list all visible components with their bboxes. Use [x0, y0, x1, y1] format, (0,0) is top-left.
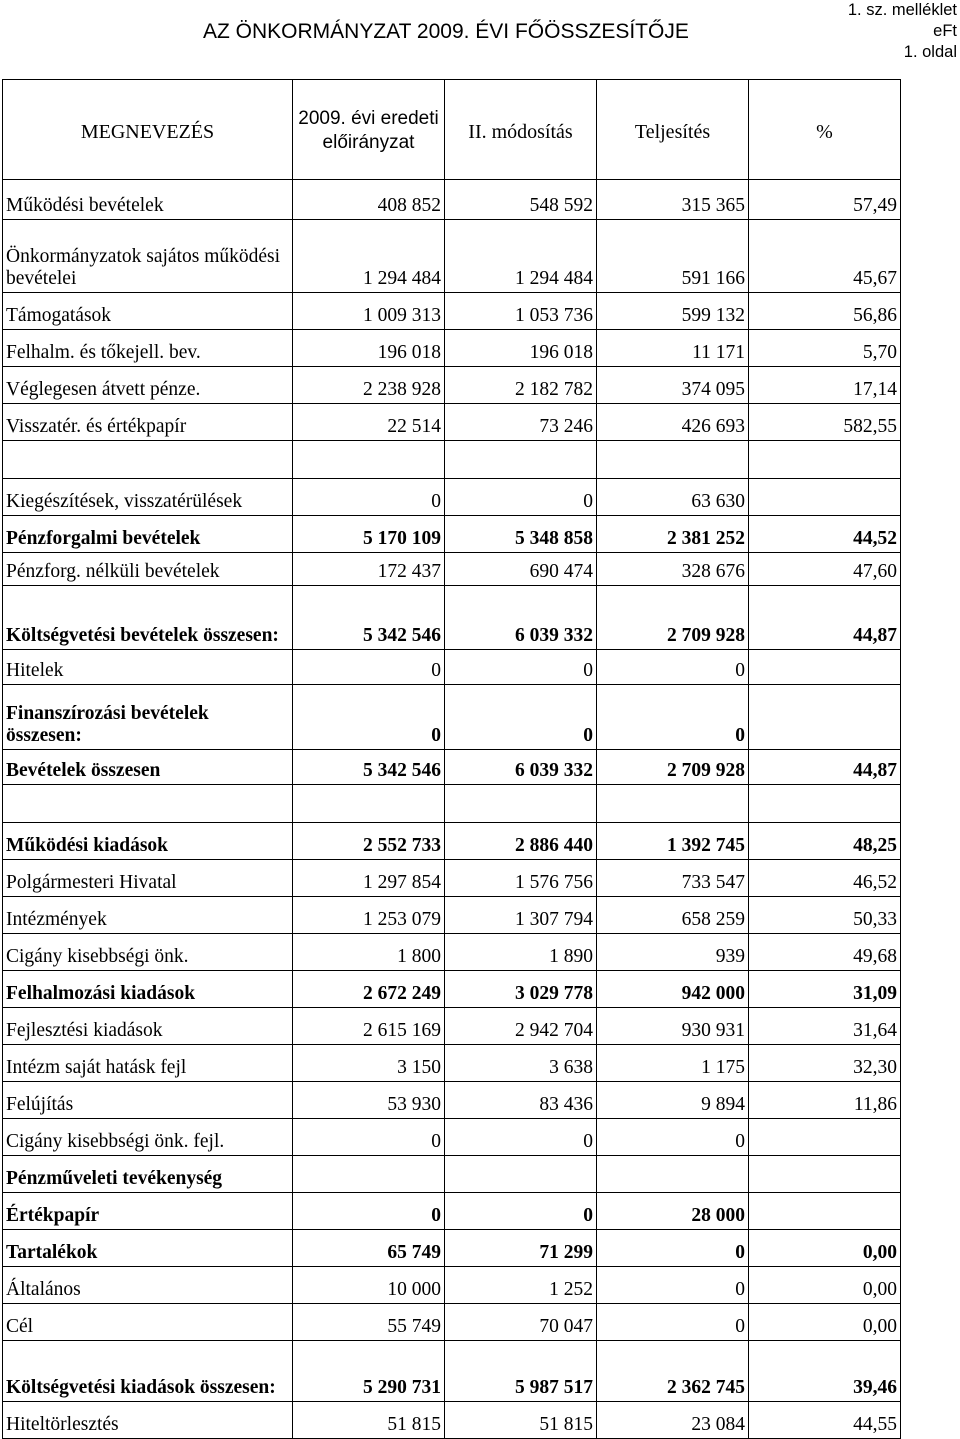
- page-number: 1. oldal: [903, 43, 957, 61]
- cell-percent: [749, 650, 901, 685]
- row-label: Pénzforg. nélküli bevételek: [3, 553, 293, 586]
- row-label: Bevételek összesen: [3, 750, 293, 785]
- cell-percent: [749, 441, 901, 479]
- table-body: [3, 180, 901, 1439]
- cell-percent: [749, 1119, 901, 1156]
- table-row: [3, 860, 901, 897]
- table-row: [3, 367, 901, 404]
- cell-original: 53 930: [293, 1082, 445, 1119]
- cell-original: 2 672 249: [293, 971, 445, 1008]
- cell-original: 5 342 546: [293, 750, 445, 785]
- cell-fulfilled: 0: [597, 650, 749, 685]
- row-label: Költségvetési kiadások összesen:: [3, 1341, 293, 1402]
- cell-modification: 2 942 704: [445, 1008, 597, 1045]
- cell-fulfilled: 0: [597, 685, 749, 750]
- cell-modification: 0: [445, 1193, 597, 1230]
- cell-original: 172 437: [293, 553, 445, 586]
- row-label: Cél: [3, 1304, 293, 1341]
- column-header-original: 2009. évi eredeti előirányzat: [293, 80, 445, 180]
- cell-percent: 44,87: [749, 586, 901, 650]
- table-row: [3, 1341, 901, 1402]
- cell-modification: 0: [445, 1119, 597, 1156]
- cell-modification: 1 252: [445, 1267, 597, 1304]
- cell-modification: 0: [445, 685, 597, 750]
- row-label: Intézm saját hatásk fejl: [3, 1045, 293, 1082]
- table-row: [3, 934, 901, 971]
- cell-fulfilled: [597, 785, 749, 823]
- cell-original: 22 514: [293, 404, 445, 441]
- cell-modification: 196 018: [445, 330, 597, 367]
- cell-fulfilled: 2 709 928: [597, 750, 749, 785]
- table-header-row: [3, 80, 901, 180]
- cell-original: 5 170 109: [293, 516, 445, 553]
- unit-label: eFt: [933, 22, 957, 40]
- cell-percent: [749, 1193, 901, 1230]
- cell-percent: [749, 479, 901, 516]
- column-header-percent: %: [749, 80, 901, 180]
- table-row: [3, 516, 901, 553]
- cell-fulfilled: 426 693: [597, 404, 749, 441]
- cell-fulfilled: 23 084: [597, 1402, 749, 1439]
- cell-fulfilled: 2 362 745: [597, 1341, 749, 1402]
- column-header-modification: II. módosítás: [445, 80, 597, 180]
- cell-fulfilled: 315 365: [597, 180, 749, 220]
- cell-fulfilled: 0: [597, 1230, 749, 1267]
- row-label: Finanszírozási bevételek összesen:: [3, 685, 293, 750]
- cell-original: [293, 441, 445, 479]
- cell-fulfilled: [597, 441, 749, 479]
- cell-modification: 2 886 440: [445, 823, 597, 860]
- cell-percent: [749, 1156, 901, 1193]
- cell-modification: 0: [445, 650, 597, 685]
- cell-modification: [445, 1156, 597, 1193]
- cell-modification: 548 592: [445, 180, 597, 220]
- cell-modification: 51 815: [445, 1402, 597, 1439]
- cell-original: 2 615 169: [293, 1008, 445, 1045]
- cell-modification: 3 029 778: [445, 971, 597, 1008]
- page-corner-info: [848, 0, 957, 63]
- table-row: [3, 1045, 901, 1082]
- cell-fulfilled: 374 095: [597, 367, 749, 404]
- row-label: Önkormányzatok sajátos működési bevételei: [3, 220, 293, 293]
- cell-percent: 46,52: [749, 860, 901, 897]
- cell-percent: 582,55: [749, 404, 901, 441]
- table-row: [3, 293, 901, 330]
- row-label: Cigány kisebbségi önk. fejl.: [3, 1119, 293, 1156]
- cell-fulfilled: 930 931: [597, 1008, 749, 1045]
- cell-percent: 17,14: [749, 367, 901, 404]
- cell-percent: 11,86: [749, 1082, 901, 1119]
- cell-percent: 44,52: [749, 516, 901, 553]
- cell-original: 2 238 928: [293, 367, 445, 404]
- row-label: Polgármesteri Hivatal: [3, 860, 293, 897]
- table-row: [3, 1156, 901, 1193]
- row-label: Felhalmozási kiadások: [3, 971, 293, 1008]
- cell-modification: 5 348 858: [445, 516, 597, 553]
- cell-percent: 0,00: [749, 1230, 901, 1267]
- cell-percent: 57,49: [749, 180, 901, 220]
- cell-modification: 690 474: [445, 553, 597, 586]
- row-label: Intézmények: [3, 897, 293, 934]
- column-header-name: MEGNEVEZÉS: [3, 80, 293, 180]
- cell-modification: 6 039 332: [445, 586, 597, 650]
- table-row: [3, 1193, 901, 1230]
- row-label: Értékpapír: [3, 1193, 293, 1230]
- row-label: Hiteltörlesztés: [3, 1402, 293, 1439]
- cell-fulfilled: 599 132: [597, 293, 749, 330]
- cell-fulfilled: 2 381 252: [597, 516, 749, 553]
- cell-modification: 0: [445, 479, 597, 516]
- row-label: Kiegészítések, visszatérülések: [3, 479, 293, 516]
- cell-original: 408 852: [293, 180, 445, 220]
- row-label: Működési kiadások: [3, 823, 293, 860]
- cell-original: 51 815: [293, 1402, 445, 1439]
- table-row: [3, 750, 901, 785]
- cell-percent: 49,68: [749, 934, 901, 971]
- row-label: Működési bevételek: [3, 180, 293, 220]
- row-label: Hitelek: [3, 650, 293, 685]
- cell-original: 0: [293, 1193, 445, 1230]
- row-label: Felújítás: [3, 1082, 293, 1119]
- cell-fulfilled: 0: [597, 1119, 749, 1156]
- row-label: Visszatér. és értékpapír: [3, 404, 293, 441]
- column-header-fulfilled: Teljesítés: [597, 80, 749, 180]
- cell-fulfilled: 9 894: [597, 1082, 749, 1119]
- cell-original: 1 294 484: [293, 220, 445, 293]
- table-row: [3, 785, 901, 823]
- cell-percent: 32,30: [749, 1045, 901, 1082]
- cell-original: 2 552 733: [293, 823, 445, 860]
- row-label: Cigány kisebbségi önk.: [3, 934, 293, 971]
- cell-modification: 83 436: [445, 1082, 597, 1119]
- cell-percent: 48,25: [749, 823, 901, 860]
- cell-fulfilled: 1 392 745: [597, 823, 749, 860]
- cell-modification: 2 182 782: [445, 367, 597, 404]
- cell-fulfilled: 328 676: [597, 553, 749, 586]
- table-row: [3, 1082, 901, 1119]
- cell-percent: 44,55: [749, 1402, 901, 1439]
- row-label: Pénzforgalmi bevételek: [3, 516, 293, 553]
- cell-modification: 1 053 736: [445, 293, 597, 330]
- cell-percent: [749, 785, 901, 823]
- row-label: Tartalékok: [3, 1230, 293, 1267]
- table-row: [3, 1230, 901, 1267]
- table-row: [3, 685, 901, 750]
- cell-modification: 5 987 517: [445, 1341, 597, 1402]
- summary-table: [2, 79, 901, 1439]
- row-label: [3, 785, 293, 823]
- cell-percent: 0,00: [749, 1267, 901, 1304]
- table-row: [3, 1267, 901, 1304]
- table-row: [3, 1304, 901, 1341]
- table-row: [3, 180, 901, 220]
- cell-percent: [749, 685, 901, 750]
- cell-fulfilled: 733 547: [597, 860, 749, 897]
- cell-original: 1 253 079: [293, 897, 445, 934]
- cell-original: 0: [293, 650, 445, 685]
- cell-percent: 47,60: [749, 553, 901, 586]
- cell-original: 65 749: [293, 1230, 445, 1267]
- cell-original: 3 150: [293, 1045, 445, 1082]
- cell-fulfilled: 591 166: [597, 220, 749, 293]
- cell-percent: 56,86: [749, 293, 901, 330]
- annex-label: 1. sz. melléklet: [847, 1, 957, 19]
- cell-modification: 3 638: [445, 1045, 597, 1082]
- table-row: [3, 1402, 901, 1439]
- cell-original: [293, 1156, 445, 1193]
- cell-original: 0: [293, 685, 445, 750]
- cell-original: 10 000: [293, 1267, 445, 1304]
- cell-original: 0: [293, 1119, 445, 1156]
- table-row: [3, 220, 901, 293]
- table-row: [3, 1119, 901, 1156]
- table-row: [3, 586, 901, 650]
- row-label: [3, 441, 293, 479]
- cell-original: 1 297 854: [293, 860, 445, 897]
- cell-original: 1 009 313: [293, 293, 445, 330]
- cell-fulfilled: 2 709 928: [597, 586, 749, 650]
- table-row: [3, 650, 901, 685]
- row-label: Véglegesen átvett pénze.: [3, 367, 293, 404]
- cell-fulfilled: 28 000: [597, 1193, 749, 1230]
- row-label: Felhalm. és tőkejell. bev.: [3, 330, 293, 367]
- row-label: Pénzműveleti tevékenység: [3, 1156, 293, 1193]
- cell-modification: 1 576 756: [445, 860, 597, 897]
- cell-percent: 39,46: [749, 1341, 901, 1402]
- cell-original: 5 290 731: [293, 1341, 445, 1402]
- cell-original: 5 342 546: [293, 586, 445, 650]
- cell-modification: 71 299: [445, 1230, 597, 1267]
- cell-modification: 1 307 794: [445, 897, 597, 934]
- cell-modification: 1 294 484: [445, 220, 597, 293]
- cell-percent: 31,64: [749, 1008, 901, 1045]
- table-row: [3, 330, 901, 367]
- cell-modification: [445, 785, 597, 823]
- table-row: [3, 479, 901, 516]
- cell-fulfilled: 1 175: [597, 1045, 749, 1082]
- table-row: [3, 404, 901, 441]
- cell-modification: 70 047: [445, 1304, 597, 1341]
- cell-fulfilled: 0: [597, 1304, 749, 1341]
- row-label: Általános: [3, 1267, 293, 1304]
- table-row: [3, 823, 901, 860]
- cell-original: 0: [293, 479, 445, 516]
- cell-percent: 5,70: [749, 330, 901, 367]
- page-title: AZ ÖNKORMÁNYZAT 2009. ÉVI FŐÖSSZESÍTŐJE: [203, 20, 689, 43]
- table-row: [3, 971, 901, 1008]
- cell-percent: 50,33: [749, 897, 901, 934]
- table-row: [3, 441, 901, 479]
- cell-fulfilled: 942 000: [597, 971, 749, 1008]
- cell-modification: 1 890: [445, 934, 597, 971]
- cell-modification: [445, 441, 597, 479]
- cell-fulfilled: 0: [597, 1267, 749, 1304]
- cell-percent: 0,00: [749, 1304, 901, 1341]
- cell-percent: 45,67: [749, 220, 901, 293]
- cell-original: [293, 785, 445, 823]
- table-row: [3, 553, 901, 586]
- row-label: Támogatások: [3, 293, 293, 330]
- cell-percent: 44,87: [749, 750, 901, 785]
- cell-modification: 73 246: [445, 404, 597, 441]
- row-label: Fejlesztési kiadások: [3, 1008, 293, 1045]
- cell-fulfilled: 11 171: [597, 330, 749, 367]
- cell-modification: 6 039 332: [445, 750, 597, 785]
- row-label: Költségvetési bevételek összesen:: [3, 586, 293, 650]
- cell-original: 1 800: [293, 934, 445, 971]
- cell-original: 196 018: [293, 330, 445, 367]
- cell-original: 55 749: [293, 1304, 445, 1341]
- cell-fulfilled: 63 630: [597, 479, 749, 516]
- table-row: [3, 1008, 901, 1045]
- cell-fulfilled: [597, 1156, 749, 1193]
- table-row: [3, 897, 901, 934]
- cell-fulfilled: 939: [597, 934, 749, 971]
- cell-percent: 31,09: [749, 971, 901, 1008]
- cell-fulfilled: 658 259: [597, 897, 749, 934]
